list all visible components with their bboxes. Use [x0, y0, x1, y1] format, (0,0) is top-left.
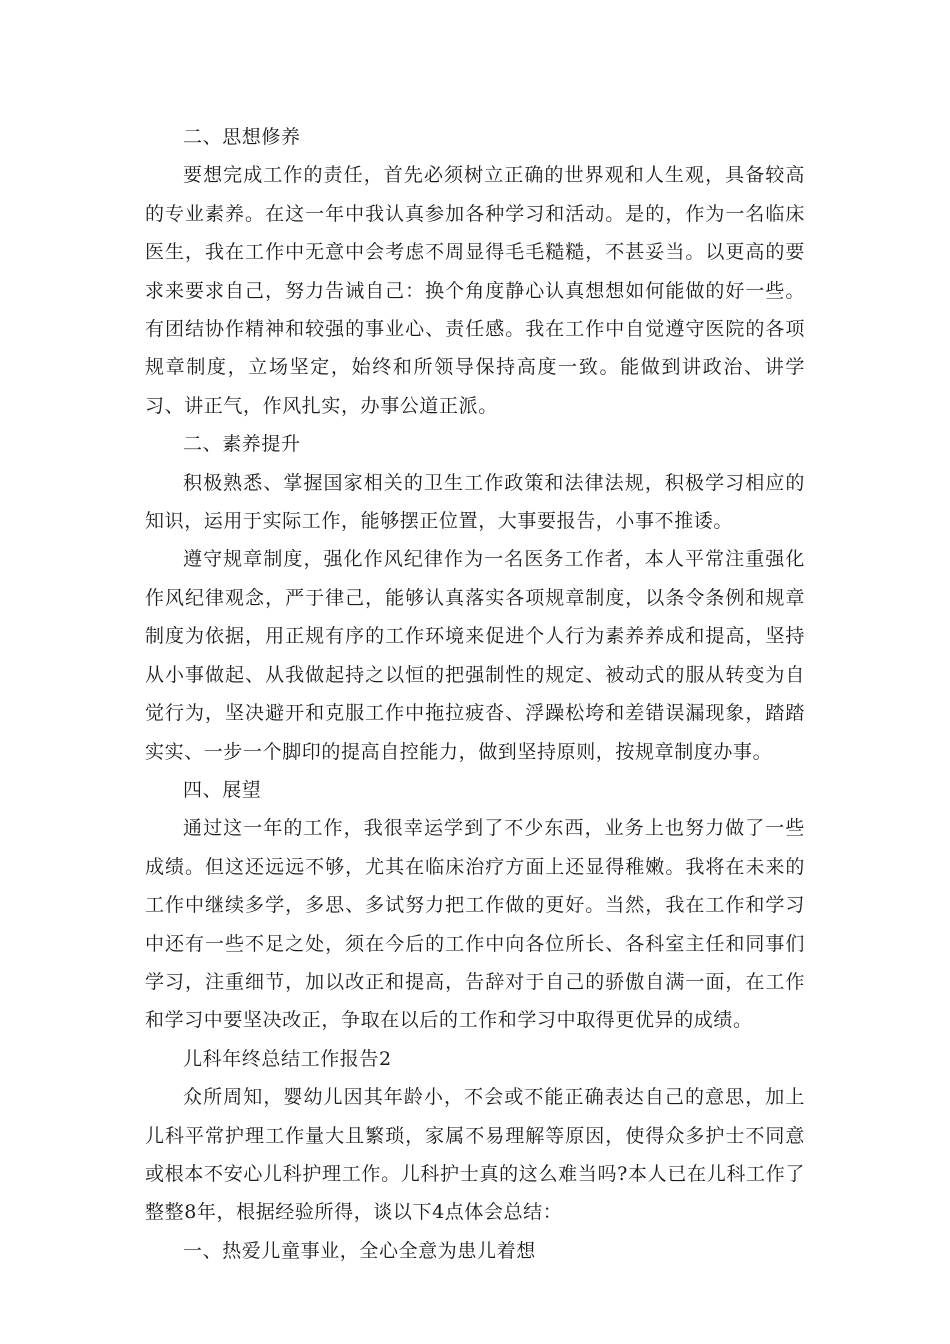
section-heading-quality: 二、素养提升 — [183, 433, 301, 456]
document-body — [145, 118, 805, 1270]
paragraph-quality: 积极熟悉、掌握国家相关的卫生工作政策和法律法规，积极学习相应的知识，运用于实际工作，能够摆正位置，大事要报告，小事不推诿。 — [145, 471, 805, 533]
paragraph-thought: 要想完成工作的责任，首先必须树立正确的世界观和人生观，具备较高的专业素养。在这一年中我认真参加各种学习和活动。是的，作为一名临床医生，我在工作中无意中会考虑不周显得毛毛糙糙，不甚妥当。以更高的要求来要求自己，努力告诫自己：换个角度静心认真想想如何能做的好一些。有团结协作精神和较强的事业心、责任感。我在工作中自觉遵守医院的各项规章制度，立场坚定，始终和所领导保持高度一致。能做到讲政治、讲学习、讲正气，作风扎实，办事公道正派。 — [145, 164, 805, 417]
report-title-2: 儿科年终总结工作报告2 — [183, 1047, 392, 1070]
section-heading-outlook: 四、展望 — [183, 778, 262, 801]
paragraph-discipline: 遵守规章制度，强化作风纪律作为一名医务工作者，本人平常注重强化作风纪律观念，严于律己，能够认真落实各项规章制度，以条令条例和规章制度为依据，用正规有序的工作环境来促进个人行为素养养成和提高，坚持从小事做起、从我做起持之以恒的把强制性的规定、被动式的服从转变为自觉行为，坚决避开和克服工作中拖拉疲沓、浮躁松垮和差错误漏现象，踏踏实实、一步一个脚印的提高自控能力，做到坚持原则，按规章制度办事。 — [145, 548, 805, 763]
section-heading-thought: 二、思想修养 — [183, 126, 301, 148]
paragraph-intro: 众所周知，婴幼儿因其年龄小，不会或不能正确表达自己的意思，加上儿科平常护理工作量大且繁琐，家属不易理解等原因，使得众多护士不同意或根本不安心儿科护理工作。儿科护士真的这么难当吗?本人已在儿科工作了整整8年，根据经验所得，谈以下4点体会总结： — [145, 1086, 805, 1224]
paragraph-outlook: 通过这一年的工作，我很幸运学到了不少东西，业务上也努力做了一些成绩。但这还远远不够，尤其在临床治疗方面上还显得稚嫩。我将在未来的工作中继续多学，多思、多试努力把工作做的更好。当然，我在工作和学习中还有一些不足之处，须在今后的工作中向各位所长、各科室主任和同事们学习，注重细节，加以改正和提高，告辞对于自己的骄傲自满一面，在工作和学习中要坚决改正，争取在以后的工作和学习中取得更优异的成绩。 — [145, 817, 805, 1032]
section-heading-love: 一、热爱儿童事业，全心全意为患儿着想 — [183, 1239, 536, 1262]
